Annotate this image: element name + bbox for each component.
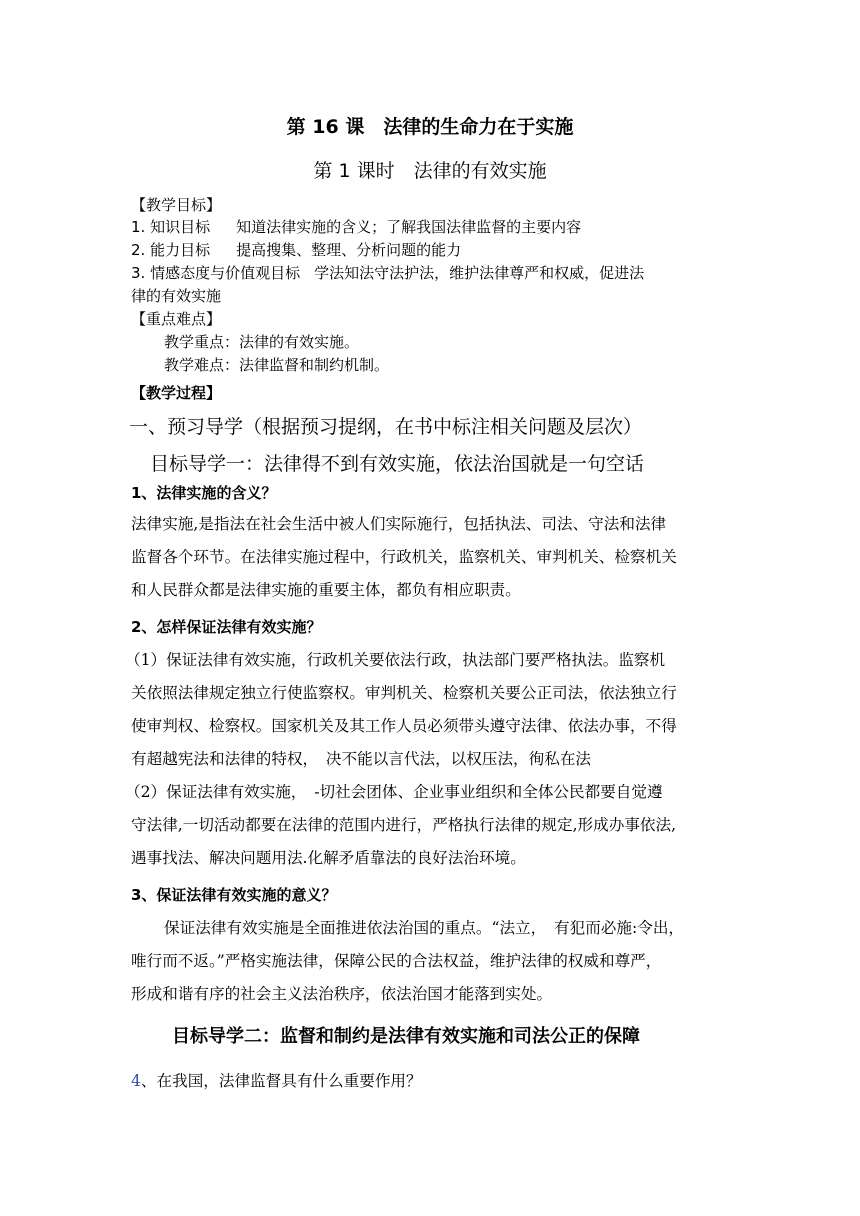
objective-attitude: [131, 262, 644, 284]
answer-2-line: （1）保证法律有效实施，行政机关要依法行政，执法部门要严格执法。监察机: [125, 651, 666, 669]
question-4: [131, 1069, 422, 1093]
answer-1-line: 监督各个环节。在法律实施过程中，行政机关，监察机关、审判机关、检察机关: [131, 548, 677, 566]
answer-3-line: 唯行而不返。”严格实施法律，保障公民的合法权益，维护法律的权威和尊严，: [131, 952, 662, 970]
question-4-text: 、在我国，法律监督具有什么重要作用？: [140, 1072, 422, 1090]
answer-3-line: 保证法律有效实施是全面推进依法治国的重点。“法立， 有犯而必施:令出，: [164, 919, 685, 937]
guide-two-heading: 目标导学二：监督和制约是法律有效实施和司法公正的保障: [172, 1026, 640, 1047]
keypoints-heading: 【重点难点】: [131, 310, 222, 328]
answer-2-line: 守法律,一切活动都要在法律的范围内进行，严格执行法律的规定,形成办事依法,: [131, 816, 677, 834]
objective-label: 3. 情感态度与价值观目标: [131, 264, 301, 282]
question-3: 3、保证法律有效实施的意义？: [131, 886, 337, 904]
objective-label: 1. 知识目标: [131, 218, 211, 236]
answer-1-line: 和人民群众都是法律实施的重要主体，都负有相应职责。: [131, 581, 521, 599]
guide-one-heading: 目标导学一：法律得不到有效实施，依法治国就是一句空话: [150, 453, 645, 475]
answer-3-line: 形成和谐有序的社会主义法治秩序，依法治国才能落到实处。: [131, 985, 553, 1003]
objective-ability: [131, 239, 461, 261]
answer-1-line: 法律实施,是指法在社会生活中被人们实际施行，包括执法、司法、守法和法律: [131, 515, 667, 533]
objective-text: 知道法律实施的含义；了解我国法律监督的主要内容: [236, 218, 582, 236]
question-4-number: 4: [131, 1072, 141, 1090]
teaching-difficulty: 教学难点：法律监督和制约机制。: [164, 356, 390, 374]
objectives-heading: 【教学目标】: [131, 196, 222, 214]
objective-text: 提高搜集、整理、分析问题的能力: [236, 241, 462, 259]
objective-text: 学法知法守法护法，维护法律尊严和权威，促进法: [314, 264, 645, 282]
process-heading: 【教学过程】: [131, 384, 222, 402]
answer-2-line: （2）保证法律有效实施， -切社会团体、企业事业组织和全体公民都要自觉遵: [125, 783, 663, 801]
objective-label: 2. 能力目标: [131, 241, 211, 259]
question-1: 1、法律实施的含义？: [131, 484, 277, 502]
answer-2-line: 关依照法律规定独立行使监察权。审判机关、检察机关要公正司法，依法独立行: [131, 684, 677, 702]
teaching-focus: 教学重点：法律的有效实施。: [164, 333, 360, 351]
objective-knowledge: [131, 216, 581, 238]
section-preview: 一、预习导学（根据预习提纲，在书中标注相关问题及层次）: [129, 416, 643, 438]
objective-attitude-cont: 律的有效实施: [131, 287, 222, 305]
lesson-title: 第 16 课 法律的生命力在于实施: [286, 116, 574, 138]
period-title: 第 1 课时 法律的有效实施: [313, 160, 547, 182]
answer-2-line: 有超越宪法和法律的特权， 决不能以言代法，以权压法，徇私在法: [131, 750, 592, 768]
answer-2-line: 遇事找法、解决问题用法.化解矛盾靠法的良好法治环境。: [131, 849, 526, 867]
answer-2-line: 使审判权、检察权。国家机关及其工作人员必须带头遵守法律、依法办事，不得: [131, 717, 677, 735]
question-2: 2、怎样保证法律有效实施？: [131, 618, 322, 636]
